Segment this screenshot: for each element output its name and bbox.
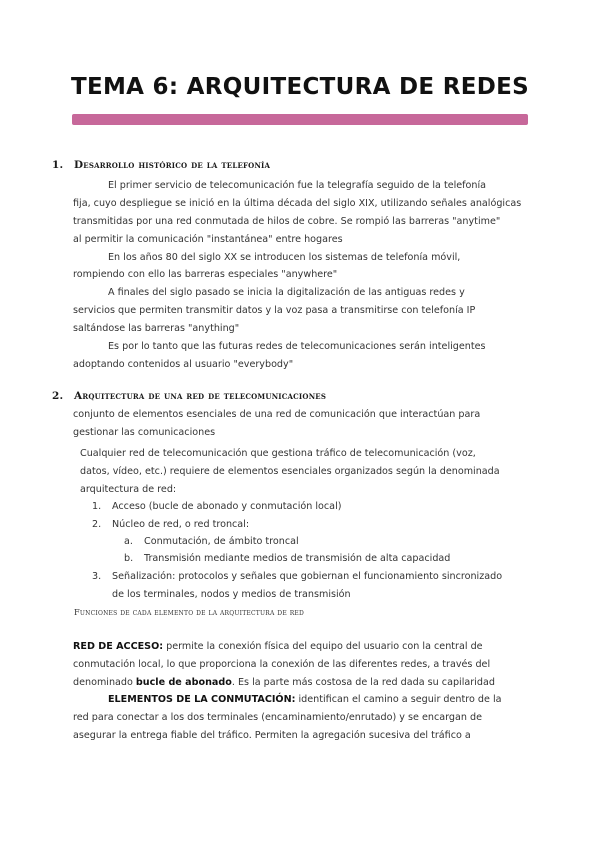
section-heading-1: [52, 159, 270, 171]
list-text: Núcleo de red, o red troncal:: [112, 519, 250, 530]
paragraph-text: denominado: [73, 677, 136, 688]
paragraph-line: Cualquier red de telecomunicación que gestiona tráfico de telecomunicación (voz,: [80, 448, 476, 459]
paragraph-line: [73, 674, 495, 692]
paragraph-line: arquitectura de red:: [80, 484, 177, 495]
list-item: [92, 586, 351, 604]
bold-label: RED DE ACCESO:: [73, 641, 164, 652]
list-item: [92, 516, 249, 534]
list-marker: a.: [124, 536, 133, 547]
paragraph-line: transmitidas por una red conmutada de hilos de cobre. Se rompió las barreras "anytime": [73, 216, 501, 227]
title-underline-bar: [72, 114, 528, 125]
paragraph-line: En los años 80 del siglo XX se introducen los sistemas de telefonía móvil,: [108, 252, 461, 263]
paragraph-line: conmutación local, lo que proporciona la conexión de las diferentes redes, a través del: [73, 659, 491, 670]
list-text: Acceso (bucle de abonado y conmutación local): [112, 501, 342, 512]
paragraph-line: rompiendo con ello las barreras especiales "anywhere": [73, 269, 338, 280]
page-title: TEMA 6: ARQUITECTURA DE REDES: [70, 74, 530, 100]
section-heading-2: [52, 390, 326, 402]
paragraph-line: saltándose las barreras "anything": [73, 323, 240, 334]
list-item: [124, 533, 299, 551]
section-number: 1.: [52, 159, 64, 171]
list-text: Transmisión mediante medios de transmisión de alta capacidad: [144, 553, 451, 564]
paragraph-line: fija, cuyo despliegue se inició en la última década del siglo XIX, utilizando señales analógicas: [73, 198, 522, 209]
list-marker: b.: [124, 553, 134, 564]
paragraph-line: adoptando contenidos al usuario "everybody": [73, 359, 294, 370]
paragraph-text: . Es la parte más costosa de la red dada su capilaridad: [231, 677, 495, 688]
bold-label: ELEMENTOS DE LA CONMUTACIÓN:: [108, 694, 296, 705]
paragraph-line: El primer servicio de telecomunicación fue la telegrafía seguido de la telefonía: [108, 180, 487, 191]
paragraph-line: asegurar la entrega fiable del tráfico. Permiten la agregación sucesiva del tráfico a: [73, 730, 471, 741]
list-marker: 2.: [92, 519, 102, 530]
list-text: de los terminales, nodos y medios de transmisión: [112, 589, 351, 600]
list-text: Conmutación, de ámbito troncal: [144, 536, 299, 547]
section-number: 2.: [52, 390, 64, 402]
section-title: Desarrollo histórico de la telefonía: [74, 159, 271, 171]
paragraph-line: conjunto de elementos esenciales de una red de comunicación que interactúan para: [73, 409, 481, 420]
list-item: [92, 498, 341, 516]
paragraph-text: identifican el camino a seguir dentro de la: [295, 694, 502, 705]
paragraph-line: [108, 691, 502, 709]
paragraph-line: servicios que permiten transmitir datos y la voz pasa a transmitirse con telefonía IP: [73, 305, 476, 316]
paragraph-text: permite la conexión física del equipo del usuario con la central de: [163, 641, 483, 652]
list-item: [124, 550, 450, 568]
paragraph-line: A finales del siglo pasado se inicia la digitalización de las antiguas redes y: [108, 287, 465, 298]
list-marker: 1.: [92, 501, 102, 512]
list-text: Señalización: protocolos y señales que gobiernan el funcionamiento sincronizado: [112, 571, 503, 582]
paragraph-line: [73, 638, 483, 656]
paragraph-line: Es por lo tanto que las futuras redes de telecomunicaciones serán inteligentes: [108, 341, 486, 352]
paragraph-line: al permitir la comunicación "instantánea" entre hogares: [73, 234, 343, 245]
list-marker: 3.: [92, 571, 102, 582]
section-title: Arquitectura de una red de telecomunicaciones: [74, 390, 327, 402]
bold-term: bucle de abonado: [135, 677, 232, 688]
paragraph-line: datos, vídeo, etc.) requiere de elementos esenciales organizados según la denominada: [80, 466, 500, 477]
subheading: Funciones de cada elemento de la arquitectura de red: [74, 607, 305, 617]
list-item: [92, 568, 502, 586]
paragraph-line: gestionar las comunicaciones: [73, 427, 216, 438]
paragraph-line: red para conectar a los dos terminales (encaminamiento/enrutado) y se encargan de: [73, 712, 482, 723]
